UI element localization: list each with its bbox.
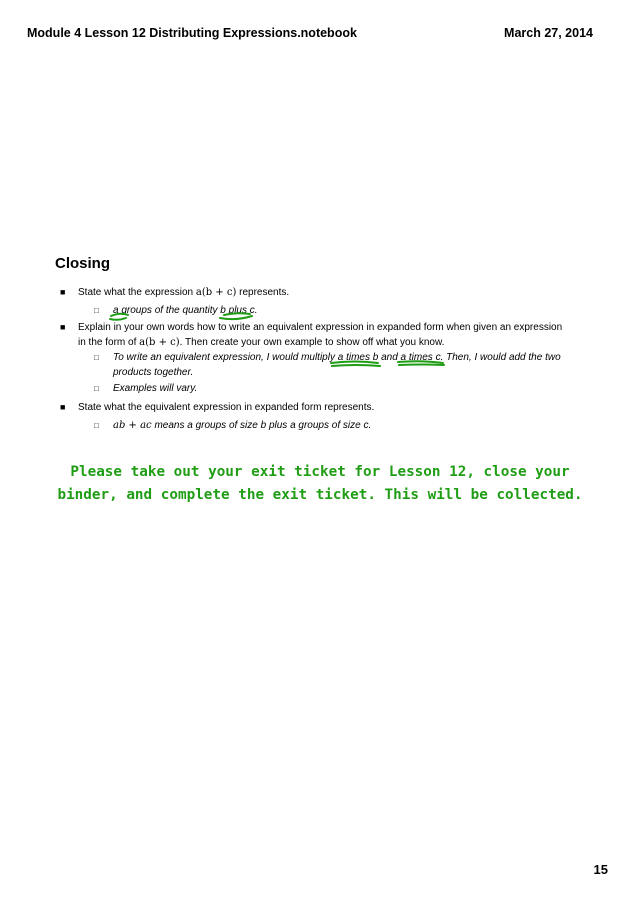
math-expression: a(b + c) — [139, 337, 180, 348]
bullet-icon: ■ — [60, 322, 66, 332]
sub-list-item: a groups of the quantity b plus c. — [113, 305, 258, 316]
math-expression: a(b + c) — [195, 287, 237, 298]
sub-bullet-icon: □ — [94, 353, 99, 362]
bullet-icon: ■ — [60, 287, 66, 297]
exit-ticket-notice — [40, 461, 600, 507]
sub-bullet-icon: □ — [94, 384, 99, 393]
notice-line: binder, and complete the exit ticket. This will be collected. — [57, 487, 583, 503]
list-item: State what the equivalent expression in expanded form represents. — [78, 402, 375, 413]
math-expression: ab + ac — [113, 420, 152, 431]
closing-heading: Closing — [55, 255, 110, 272]
item-text: . Then create your own example to show off what you know. — [179, 337, 445, 348]
item-text: Explain in your own words how to write an equivalent expression in expanded form when given an expression — [78, 322, 563, 333]
sub-list-item — [113, 418, 583, 433]
document-date: March 27, 2014 — [504, 26, 593, 40]
list-item — [78, 320, 578, 350]
item-text: in the form of — [78, 337, 140, 348]
list-item — [78, 285, 578, 300]
item-text: means a groups of size b plus a groups of size c. — [151, 420, 372, 431]
sub-bullet-icon: □ — [94, 306, 99, 315]
notice-line: Please take out your exit ticket for Lesson 12, close your — [70, 464, 570, 480]
sub-list-item — [113, 350, 583, 380]
item-text: represents. — [236, 287, 290, 298]
bullet-icon: ■ — [60, 402, 66, 412]
sub-bullet-icon: □ — [94, 421, 99, 430]
item-text: State what the expression — [78, 287, 196, 298]
sub-list-item: Examples will vary. — [113, 383, 198, 394]
item-text: products together. — [113, 367, 194, 378]
page-number: 15 — [593, 862, 608, 877]
item-text: To write an equivalent expression, I would multiply a times b and a times c. Then, I would add the two — [113, 352, 561, 363]
document-title: Module 4 Lesson 12 Distributing Expressions.notebook — [27, 26, 357, 40]
